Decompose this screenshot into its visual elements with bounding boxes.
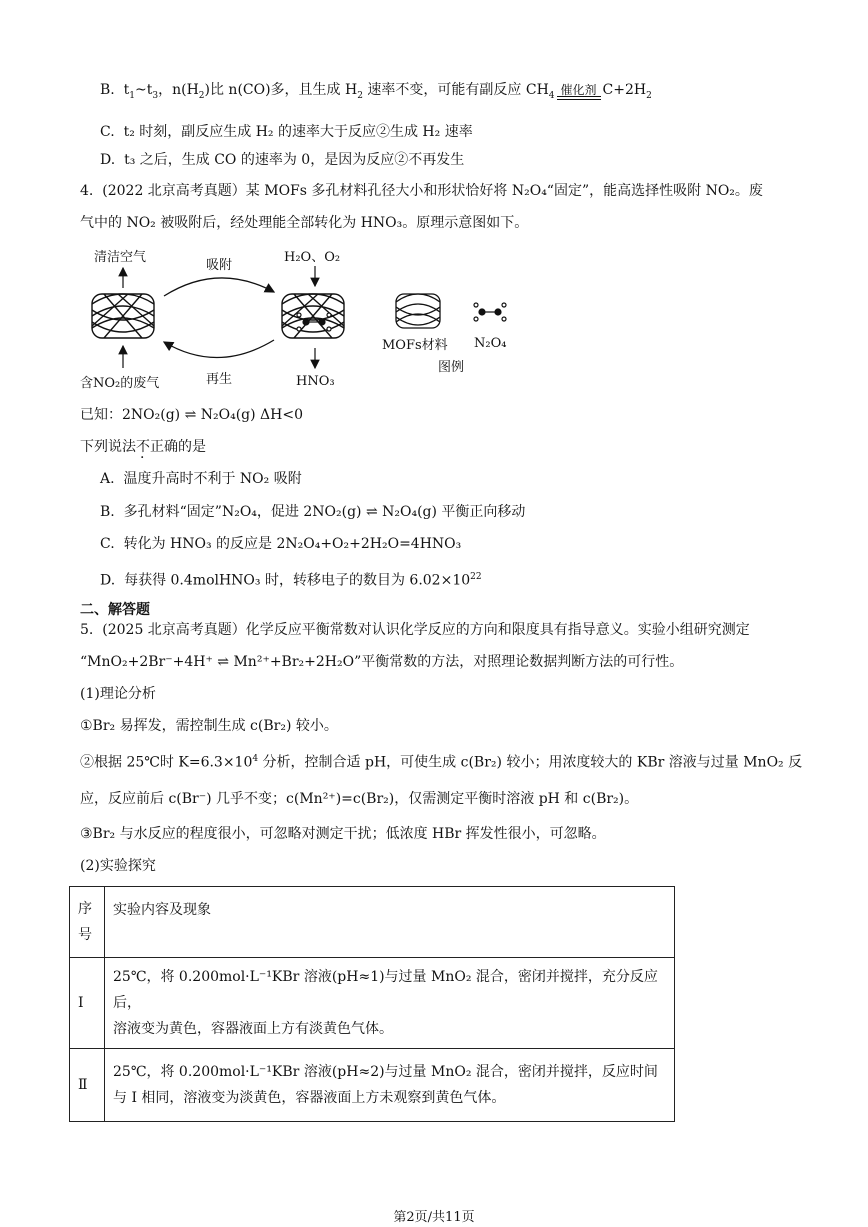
catalyst-arrow: 催化剂 [557,84,601,106]
table-header-row [70,887,675,958]
part2-title: (2)实验探究 [80,858,156,874]
q4-ask: 下列说法不正确的是 [80,439,206,455]
q4-stem-line1: 4. (2022 北京高考真题）某 MOFs 多孔材料孔径大小和形状恰好将 N₂O₄“固定”，能高选择性吸附 NO₂。废 [80,183,763,199]
analysis-item-2-line1: ②根据 25℃时 $K=6.3\times 10^4$ 分析，控制合适 pH，可使生成 c(Br₂) 较小；用浓度较大的 KBr 溶液与过量 MnO₂ 反 [80,754,803,771]
q3-option-d: D. t₃ 之后，生成 CO 的速率为 0，是因为反应②不再发生 [100,152,465,168]
label-regen: 再生 [206,372,233,387]
q4-option-d: D. 每获得 0.4molHNO₃ 时，转移电子的数目为 $6.02\times 10^{22}$ [100,572,482,589]
section-heading: 二、解答题 [80,602,150,618]
row-no: I [70,958,105,1049]
label-h2o-o2: H₂O、O₂ [284,250,341,265]
q4-stem-line2: 气中的 NO₂ 被吸附后，经处理能全部转化为 HNO₃。原理示意图如下。 [80,215,529,231]
label-hno3: HNO₃ [296,374,335,389]
q3-option-b: B. $t_1\sim t_3$，$n(H_2)$比 n(CO)多，且生成 $H_2$ 速率不变，可能有副反应 $CH_4$ 催化剂 $C+2H_2$ [100,80,808,106]
table-row [70,958,675,1049]
mofs-material-left [92,294,154,338]
analysis-item-3: ③Br₂ 与水反应的程度很小，可忽略对测定干扰；低浓度 HBr 挥发性很小，可忽略。 [80,826,606,842]
analysis-item-1: ①Br₂ 易挥发，需控制生成 c(Br₂) 较小。 [80,718,338,734]
row-content: 25℃，将 0.200mol·L⁻¹KBr 溶液(pH≈2)与过量 MnO₂ 混合，密闭并搅拌，反应时间 与 I 相同，溶液变为淡黄色，容器液面上方未观察到黄色气体。 [105,1049,675,1122]
q4-option-a: A. 温度升高时不利于 NO₂ 吸附 [100,471,302,487]
experiment-table [69,886,675,1122]
table-row [70,1049,675,1122]
legend-title: 图例 [438,360,465,375]
header-content: 实验内容及现象 [105,887,675,958]
q4-option-b: B. 多孔材料“固定”N₂O₄，促进 2NO₂(g) ⇌ N₂O₄(g) 平衡正向移动 [100,504,526,520]
q5-stem-line1: 5. (2025 北京高考真题）化学反应平衡常数对认识化学反应的方向和限度具有指导意义。实验小组研究测定 [80,622,750,638]
legend-n2o4-icon [474,303,506,321]
q4-known: 已知：2NO₂(g) ⇌ N₂O₄(g) ΔH<0 [80,407,304,423]
legend-n2o4-label: N₂O₄ [474,336,507,351]
q3-option-c: C. t₂ 时刻，副反应生成 H₂ 的速率大于反应②生成 H₂ 速率 [100,124,473,140]
row-content: 25℃，将 0.200mol·L⁻¹KBr 溶液(pH≈1)与过量 MnO₂ 混合，密闭并搅拌，充分反应后， 溶液变为黄色，容器液面上方有淡黄色气体。 [105,958,675,1049]
regen-arrow [164,340,274,358]
page-footer: 第2页/共11页 [393,1210,475,1225]
legend-mofs-icon [396,294,440,328]
q5-stem-line2: “MnO₂+2Br⁻+4H⁺ ⇌ Mn²⁺+Br₂+2H₂O”平衡常数的方法，对照理论数据判断方法的可行性。 [80,654,684,670]
legend-mofs-label: MOFs材料 [382,338,448,353]
label-clean-air: 清洁空气 [94,250,147,265]
analysis-item-2-line2: 应，反应前后 c(Br⁻) 几乎不变；c(Mn²⁺)=c(Br₂)，仅需测定平衡时溶液 pH 和 c(Br₂)。 [80,791,639,807]
row-no: Ⅱ [70,1049,105,1122]
part1-title: (1)理论分析 [80,686,156,702]
mofs-material-with-n2o4 [282,294,344,338]
q4-option-c: C. 转化为 HNO₃ 的反应是 2N₂O₄+O₂+2H₂O=4HNO₃ [100,536,462,552]
header-no: 序 号 [70,887,105,958]
label-waste-gas: 含NO₂的废气 [80,376,160,391]
adsorb-arrow [164,278,274,296]
label-adsorb: 吸附 [206,258,233,273]
mofs-principle-diagram [78,244,548,394]
